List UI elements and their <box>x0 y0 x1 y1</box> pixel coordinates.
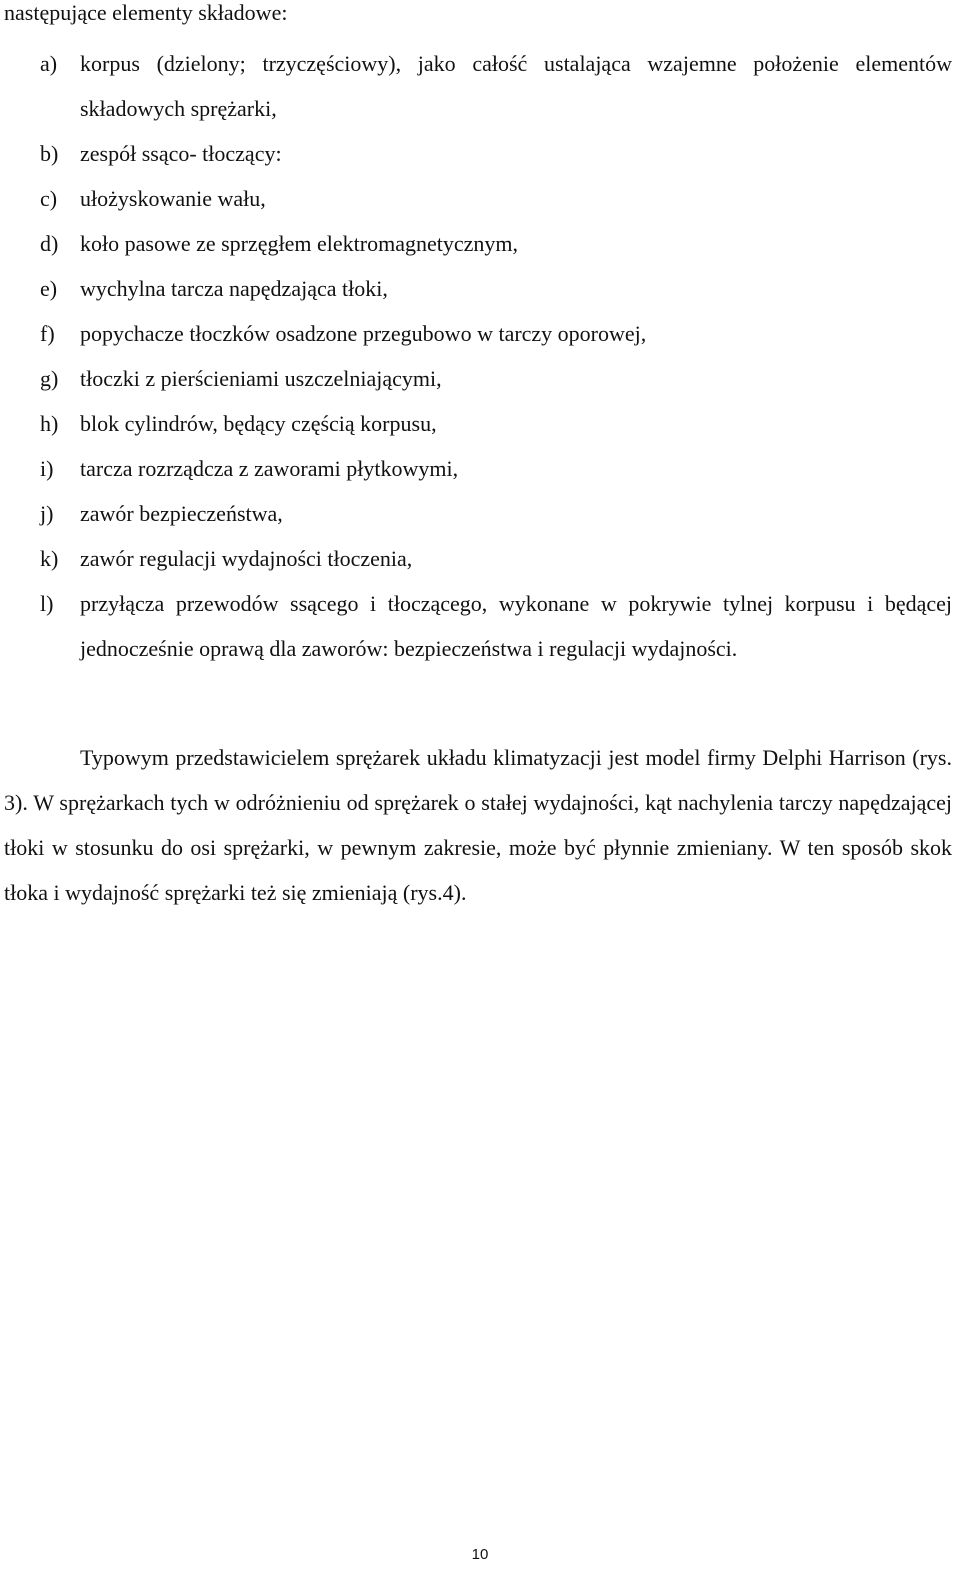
list-item <box>40 266 952 311</box>
list-item-letter: f) <box>40 321 55 346</box>
list-item-letter: i) <box>40 456 54 481</box>
list-item-letter: d) <box>40 231 59 256</box>
list-item-letter: a) <box>40 51 58 76</box>
list-item-text: przyłącza przewodów ssącego i tłoczącego, wykonane w pokrywie tylnej korpusu i będącej jednocześnie oprawą dla zaworów: bezpieczeństwa i regulacji wydajności. <box>80 591 952 661</box>
list-item-text: tarcza rozrządcza z zaworami płytkowymi, <box>80 456 459 481</box>
list-item <box>40 221 952 266</box>
list-item <box>40 41 952 131</box>
list-item-letter: b) <box>40 141 59 166</box>
list-item-text: zawór bezpieczeństwa, <box>80 501 283 526</box>
list-item <box>40 356 952 401</box>
list-item-text: blok cylindrów, będący częścią korpusu, <box>80 411 437 436</box>
list-item-text: zespół ssąco- tłoczący: <box>80 141 282 166</box>
list-item-letter: e) <box>40 276 58 301</box>
list-item <box>40 401 952 446</box>
components-list <box>40 41 952 671</box>
list-item-letter: k) <box>40 546 59 571</box>
list-item <box>40 581 952 671</box>
list-item-text: popychacze tłoczków osadzone przegubowo w tarczy oporowej, <box>80 321 647 346</box>
list-item <box>40 131 952 176</box>
body-paragraph: Typowym przedstawicielem sprężarek układu klimatyzacji jest model firmy Delphi Harrison (rys. 3). W sprężarkach tych w odróżnieniu od sprężarek o stałej wydajności, kąt nachylenia tarczy napędzającej tłoki w stosunku do osi sprężarki, w pewnym zakresie, może być płynnie zmieniany. W ten sposób skok tłoka i wydajność sprężarki też się zmieniają (rys.4). <box>4 745 952 905</box>
page-number: 10 <box>471 1546 489 1563</box>
list-item-text: wychylna tarcza napędzająca tłoki, <box>80 276 388 301</box>
intro-line: następujące elementy składowe: <box>4 0 288 25</box>
list-item <box>40 446 952 491</box>
list-item <box>40 176 952 221</box>
list-item-letter: j) <box>40 501 54 526</box>
list-item-text: koło pasowe ze sprzęgłem elektromagnetycznym, <box>80 231 519 256</box>
list-item-letter: c) <box>40 186 58 211</box>
list-item-letter: h) <box>40 411 59 436</box>
list-item-text: zawór regulacji wydajności tłoczenia, <box>80 546 413 571</box>
list-item-letter: l) <box>40 591 54 616</box>
list-item <box>40 536 952 581</box>
list-item <box>40 311 952 356</box>
list-item-letter: g) <box>40 366 59 391</box>
list-item <box>40 491 952 536</box>
list-item-text: ułożyskowanie wału, <box>80 186 266 211</box>
list-item-text: tłoczki z pierścieniami uszczelniającymi, <box>80 366 442 391</box>
list-item-text: korpus (dzielony; trzyczęściowy), jako całość ustalająca wzajemne położenie elementów składowych sprężarki, <box>80 51 952 121</box>
